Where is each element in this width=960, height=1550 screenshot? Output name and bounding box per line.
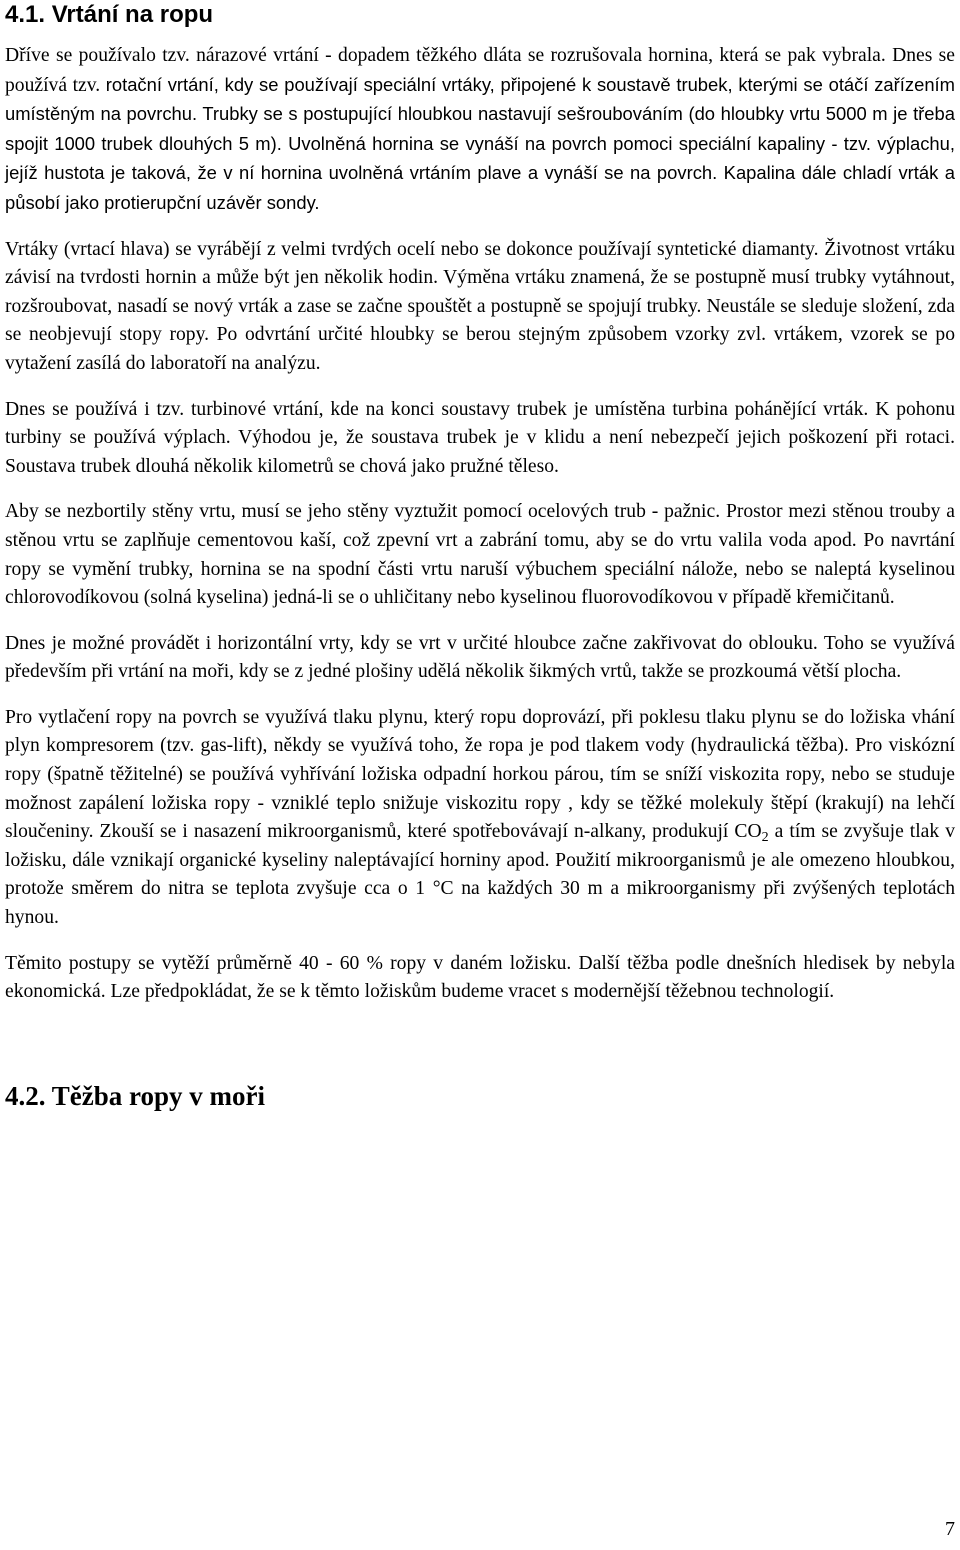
section-heading-4-1: 4.1. Vrtání na ropu <box>5 1 214 28</box>
paragraph-casing: Aby se nezbortily stěny vrtu, musí se jeho stěny vyztužit pomocí ocelových trub - pažnic. Prostor mezi stěnou trouby a stěnou vrtu se zaplňuje cementovou kaší, což zpevní vrt a zabrání tomu, aby se do vrtu valila voda apod. Po navrtání ropy se vymění trubky, hornina se na spodní části vrtu naruší výbuchem speciální nálože, nebo se naleptá kyselinou chlorovodíkovou (solná kyselina) jedná-li se o uhličitany nebo kyselinou fluorovodíkovou v případě křemičitanů. <box>5 501 955 609</box>
paragraph-extraction-text-b: a tím se zvyšuje tlak v ložisku, dále vznikají organické kyseliny naleptávající horniny apod. Použití mikroorganismů je ale omezeno hloubkou, protože směrem do nitra se teplota zvyšuje cca o 1 °C na každých 30 m a mikroorganismy při zvýšených teplotách hynou. <box>5 821 955 929</box>
paragraph-drill-bits: Vrtáky (vrtací hlava) se vyrábějí z velmi tvrdých ocelí nebo se dokonce používají syntetické diamanty. Životnost vrtáku závisí na tvrdosti hornin a může být jen několik hodin. Výměna vrtáku znamená, že se postupně musí trubky vytáhnout, rozšroubovat, nasadí se nový vrták a zase se začne spouštět a postupně se spojují trubky. Neustále se sleduje složení, zda se neobjevují stopy ropy. Po odvrtání určité hloubky se berou stejným způsobem vzorky zvl. vrtákem, vzorek se po vytažení zasílá do laboratoří na analýzu. <box>5 238 955 374</box>
document-page <box>5 0 955 1113</box>
page-number: 7 <box>945 1518 955 1540</box>
paragraph-turbine-drilling: Dnes se používá i tzv. turbinové vrtání, kde na konci soustavy trubek je umístěna turbina pohánějící vrták. K pohonu turbiny se používá výplach. Výhodou je, že soustava trubek je v klidu a není nebezpečí jejich poškození při rotaci. Soustava trubek dlouhá několik kilometrů se chová jako pružné těleso. <box>5 398 955 477</box>
section-heading-4-2: 4.2. Těžba ropy v moři <box>5 1080 265 1111</box>
paragraph-extraction-text-a: Pro vytlačení ropy na povrch se využívá tlaku plynu, který ropu doprovází, při poklesu tlaku plynu se do ložiska vhání plyn kompresorem (tzv. gas-lift), někdy se využívá toho, že ropa je pod tlakem vody (hydraulická těžba). Pro viskózní ropy (špatně těžitelné) se používá vyhřívání ložiska odpadní horkou párou, tím se sníží viskozita ropy, nebo se studuje možnost zapálení ložiska ropy - vzniklé teplo snižuje viskozitu ropy , kdy se těžké molekuly štěpí (krakují) na lehčí sloučeniny. Zkouší se i nasazení mikroorganismů, které spotřebovávají n-alkany, produkují CO <box>5 706 955 843</box>
paragraph-intro-sans-text: rotační vrtání, kdy se používají speciální vrtáky, připojené k soustavě trubek, kterými se otáčí zařízením umístěným na povrchu. Trubky se s postupující hloubkou nastavují sešroubováním (do hloubky vrtu 5000 m je třeba spojit 1000 trubek dlouhých 5 m). Uvolněná hornina se vynáší na povrch pomoci speciální kapaliny - tzv. výplachu, jejíž hustota je taková, že v ní hornina uvolněná vrtáním plave a vynáší se na povrch. Kapalina dále chladí vrták a působí jako protierupční uzávěr sondy. <box>5 73 955 213</box>
paragraph-horizontal-drilling: Dnes je možné provádět i horizontální vrty, kdy se vrt v určité hloubce začne zakřivovat do oblouku. Toho se využívá především při vrtání na moři, kdy se z jedné plošiny udělá několik šikmých vrtů, takže se prozkoumá větší plocha. <box>5 632 955 683</box>
paragraph-yield: Těmito postupy se vytěží průměrně 40 - 60 % ropy v daném ložisku. Další těžba podle dnešních hledisek by nebyla ekonomická. Lze předpokládat, že se k těmto ložiskům budeme vracet s modernější těžebnou technologií. <box>5 952 955 1003</box>
paragraph-intro-serif-text: Dříve se používalo tzv. nárazové vrtání - dopadem těžkého dláta se rozrušovala hornina, která se pak vybrala. Dnes se používá tzv. <box>5 45 955 96</box>
co2-subscript: 2 <box>761 830 769 846</box>
paragraph-oil-extraction <box>5 704 955 933</box>
paragraph-drilling-intro <box>5 42 955 219</box>
